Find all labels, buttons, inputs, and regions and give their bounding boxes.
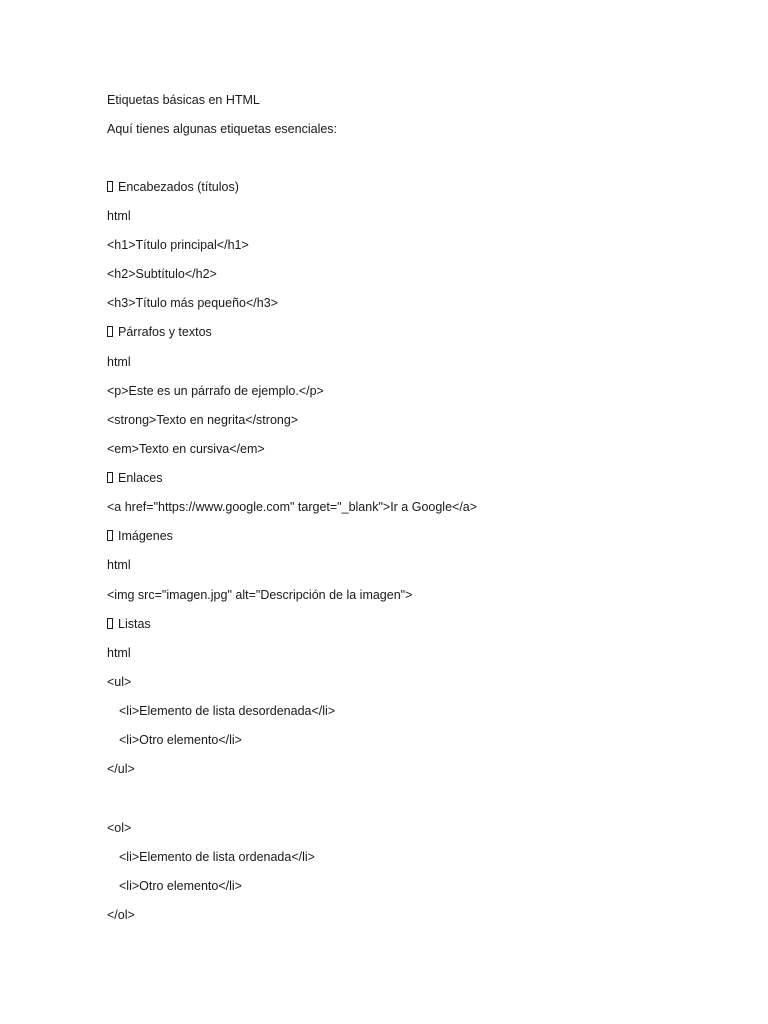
intro-text: Aquí tienes algunas etiquetas esenciales: — [107, 122, 338, 136]
code-lang-label: html — [107, 558, 131, 572]
code-line: <a href="https://www.google.com" target="_blank">Ir a Google</a> — [107, 500, 478, 514]
section-label: Encabezados (títulos) — [118, 180, 239, 194]
code-line: <p>Este es un párrafo de ejemplo.</p> — [107, 384, 324, 398]
missing-glyph-icon — [107, 618, 113, 629]
code-line: <h2>Subtítulo</h2> — [107, 267, 217, 281]
section-heading-paragraphs — [107, 324, 212, 340]
section-label: Imágenes — [118, 529, 173, 543]
code-line: <img src="imagen.jpg" alt="Descripción de la imagen"> — [107, 588, 413, 602]
code-line: <ul> — [107, 675, 132, 689]
section-heading-images — [107, 528, 173, 544]
code-line: <em>Texto en cursiva</em> — [107, 442, 265, 456]
code-lang-label: html — [107, 646, 131, 660]
section-heading-lists — [107, 616, 151, 632]
missing-glyph-icon — [107, 472, 113, 483]
section-label: Enlaces — [118, 471, 163, 485]
code-line: <li>Elemento de lista desordenada</li> — [119, 704, 336, 718]
code-line: </ul> — [107, 762, 135, 776]
code-lang-label: html — [107, 209, 131, 223]
code-line: <strong>Texto en negrita</strong> — [107, 413, 299, 427]
code-line: <h3>Título más pequeño</h3> — [107, 296, 278, 310]
section-label: Listas — [118, 617, 151, 631]
missing-glyph-icon — [107, 530, 113, 541]
code-lang-label: html — [107, 355, 131, 369]
code-line: <ol> — [107, 821, 132, 835]
section-heading-headings — [107, 179, 239, 195]
code-line: </ol> — [107, 908, 135, 922]
code-line: <li>Elemento de lista ordenada</li> — [119, 850, 315, 864]
missing-glyph-icon — [107, 181, 113, 192]
code-line: <li>Otro elemento</li> — [119, 733, 242, 747]
code-line: <li>Otro elemento</li> — [119, 879, 242, 893]
code-line: <h1>Título principal</h1> — [107, 238, 249, 252]
section-heading-links — [107, 470, 162, 486]
document-title: Etiquetas básicas en HTML — [107, 93, 260, 107]
section-label: Párrafos y textos — [118, 325, 212, 339]
missing-glyph-icon — [107, 326, 113, 337]
